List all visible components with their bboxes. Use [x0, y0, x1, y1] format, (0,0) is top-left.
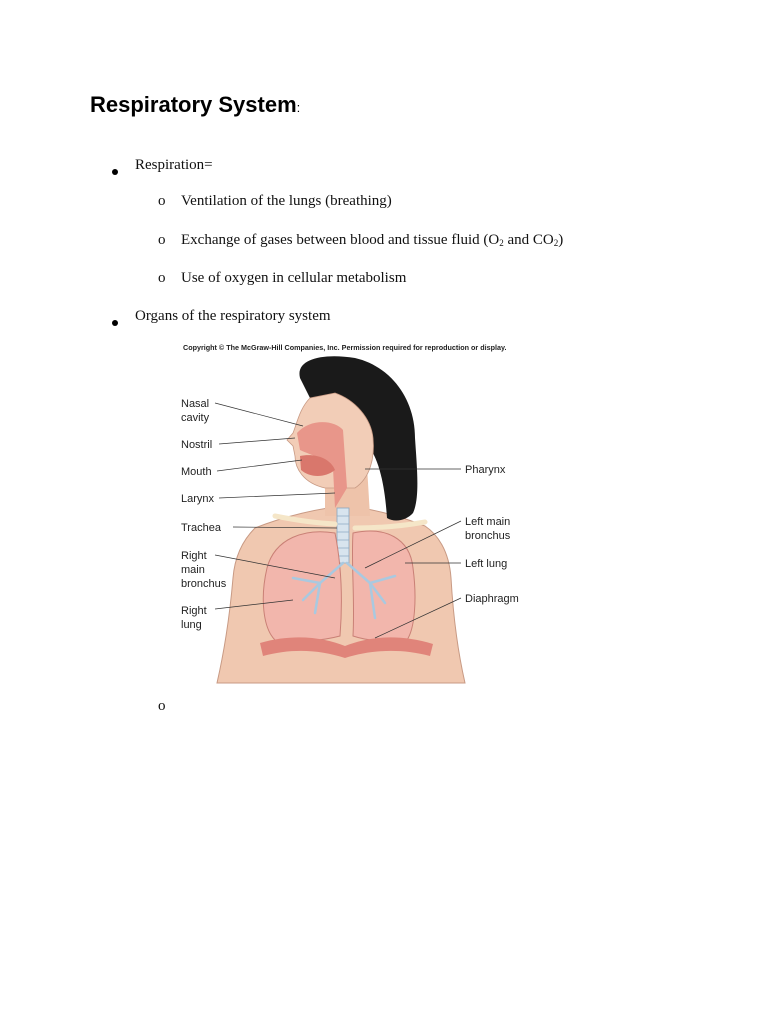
text-part: Exchange of gases between blood and tissue fluid (O [181, 232, 500, 248]
sub-bullet-text [181, 232, 563, 249]
label-right-lung-2: lung [181, 619, 202, 631]
label-pharynx: Pharynx [465, 464, 506, 476]
label-diaphragm: Diaphragm [465, 593, 519, 605]
sub-bullet-marker: o [158, 270, 166, 286]
sub-bullet-text: Ventilation of the lungs (breathing) [181, 193, 392, 209]
page-title [90, 92, 300, 118]
sub-bullet-marker: o [158, 193, 166, 209]
page-title-suffix: : [296, 100, 301, 115]
bullet-text: Respiration= [135, 157, 213, 173]
label-mouth: Mouth [181, 466, 212, 478]
label-nasal-cavity-2: cavity [181, 412, 210, 424]
sub-bullet-marker-2: o [158, 232, 166, 248]
subscript: 2 [553, 238, 559, 248]
label-nasal-cavity-1: Nasal [181, 398, 210, 410]
label-right-lung-1: Right [181, 605, 207, 617]
subscript: 2 [499, 238, 504, 248]
text-part: and CO [503, 232, 554, 248]
sub-bullet-marker: o [158, 698, 166, 714]
label-nostril: Nostril [181, 439, 213, 451]
label-trachea: Trachea [181, 522, 221, 534]
label-larynx: Larynx [181, 493, 215, 505]
figure-copyright: Copyright © The McGraw-Hill Companies, Inc. Permission required for reproduction or display. [183, 343, 507, 352]
bullet-dot [112, 163, 118, 180]
label-left-main-bronchus-1: Left main [465, 516, 511, 528]
sub-bullet-text: Use of oxygen in cellular metabolism [181, 270, 407, 286]
respiratory-diagram [175, 338, 530, 710]
label-left-main-bronchus-2: bronchus [465, 530, 511, 542]
label-left-lung: Left lung [465, 558, 508, 570]
bullet-dot [112, 314, 118, 331]
label-right-main-bronchus-1: Right [181, 550, 207, 562]
bullet-text: Organs of the respiratory system [135, 308, 331, 324]
left-lung-shape [352, 531, 415, 641]
text-part: ) [558, 232, 564, 248]
label-right-main-bronchus-3: bronchus [181, 578, 227, 590]
label-right-main-bronchus-2: main [181, 564, 205, 576]
page-title-text: Respiratory System [90, 92, 297, 117]
